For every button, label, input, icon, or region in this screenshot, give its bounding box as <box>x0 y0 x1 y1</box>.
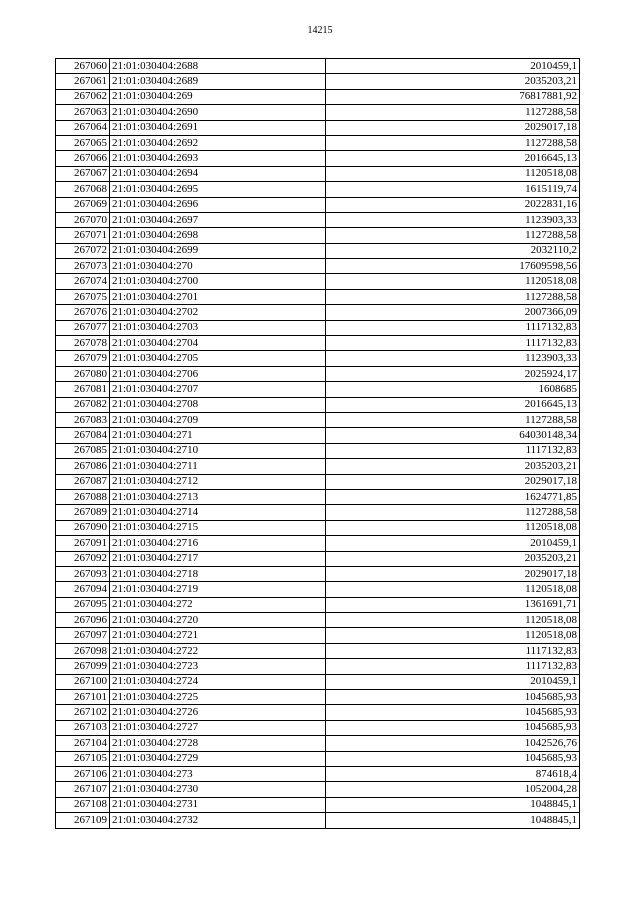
row-number-cell: 267109 <box>56 813 110 828</box>
cadastral-number-cell: 21:01:030404:2718 <box>110 566 326 581</box>
cadastral-value-cell: 76817881,92 <box>326 89 580 104</box>
cadastral-value-cell: 2016645,13 <box>326 397 580 412</box>
table-row <box>56 643 580 658</box>
table-row <box>56 443 580 458</box>
cadastral-number-cell: 21:01:030404:2726 <box>110 705 326 720</box>
table-row <box>56 397 580 412</box>
table-row <box>56 505 580 520</box>
cadastral-value-cell: 1624771,85 <box>326 489 580 504</box>
row-number-cell: 267072 <box>56 243 110 258</box>
cadastral-value-cell: 2035203,21 <box>326 74 580 89</box>
row-number-cell: 267062 <box>56 89 110 104</box>
table-row <box>56 305 580 320</box>
cadastral-value-cell: 1120518,08 <box>326 274 580 289</box>
table-row <box>56 566 580 581</box>
cadastral-value-cell: 1123903,33 <box>326 351 580 366</box>
row-number-cell: 267107 <box>56 782 110 797</box>
row-number-cell: 267073 <box>56 259 110 274</box>
table-row <box>56 212 580 227</box>
cadastral-value-cell: 64030148,34 <box>326 428 580 443</box>
table-row <box>56 320 580 335</box>
table-row <box>56 613 580 628</box>
table-row <box>56 551 580 566</box>
table-row <box>56 105 580 120</box>
row-number-cell: 267080 <box>56 366 110 381</box>
cadastral-number-cell: 21:01:030404:2692 <box>110 135 326 150</box>
cadastral-value-cell: 1045685,93 <box>326 705 580 720</box>
row-number-cell: 267063 <box>56 105 110 120</box>
cadastral-value-cell: 1052004,28 <box>326 782 580 797</box>
cadastral-value-cell: 2016645,13 <box>326 151 580 166</box>
cadastral-number-cell: 21:01:030404:2711 <box>110 459 326 474</box>
row-number-cell: 267082 <box>56 397 110 412</box>
table-row <box>56 797 580 812</box>
row-number-cell: 267079 <box>56 351 110 366</box>
row-number-cell: 267077 <box>56 320 110 335</box>
cadastral-value-cell: 2010459,1 <box>326 536 580 551</box>
cadastral-value-cell: 2029017,18 <box>326 120 580 135</box>
cadastral-value-cell: 1117132,83 <box>326 643 580 658</box>
cadastral-value-cell: 1361691,71 <box>326 597 580 612</box>
cadastral-value-cell: 874618,4 <box>326 766 580 781</box>
cadastral-number-cell: 21:01:030404:2714 <box>110 505 326 520</box>
cadastral-number-cell: 21:01:030404:2719 <box>110 582 326 597</box>
table-row <box>56 182 580 197</box>
cadastral-number-cell: 21:01:030404:2728 <box>110 736 326 751</box>
table-row <box>56 782 580 797</box>
row-number-cell: 267087 <box>56 474 110 489</box>
cadastral-value-cell: 1120518,08 <box>326 628 580 643</box>
table-row <box>56 228 580 243</box>
table-row <box>56 489 580 504</box>
row-number-cell: 267106 <box>56 766 110 781</box>
cadastral-value-cell: 2029017,18 <box>326 474 580 489</box>
row-number-cell: 267103 <box>56 720 110 735</box>
table-row <box>56 536 580 551</box>
row-number-cell: 267100 <box>56 674 110 689</box>
cadastral-number-cell: 21:01:030404:2696 <box>110 197 326 212</box>
row-number-cell: 267064 <box>56 120 110 135</box>
row-number-cell: 267088 <box>56 489 110 504</box>
row-number-cell: 267078 <box>56 336 110 351</box>
cadastral-value-cell: 1127288,58 <box>326 289 580 304</box>
cadastral-number-cell: 21:01:030404:2704 <box>110 336 326 351</box>
cadastral-number-cell: 21:01:030404:2697 <box>110 212 326 227</box>
cadastral-number-cell: 21:01:030404:2691 <box>110 120 326 135</box>
table-row <box>56 705 580 720</box>
cadastral-number-cell: 21:01:030404:2727 <box>110 720 326 735</box>
cadastral-number-cell: 21:01:030404:272 <box>110 597 326 612</box>
table-row <box>56 274 580 289</box>
row-number-cell: 267066 <box>56 151 110 166</box>
cadastral-number-cell: 21:01:030404:2702 <box>110 305 326 320</box>
row-number-cell: 267093 <box>56 566 110 581</box>
table-row <box>56 336 580 351</box>
row-number-cell: 267074 <box>56 274 110 289</box>
cadastral-number-cell: 21:01:030404:2699 <box>110 243 326 258</box>
cadastral-number-cell: 21:01:030404:2720 <box>110 613 326 628</box>
table-row <box>56 690 580 705</box>
row-number-cell: 267102 <box>56 705 110 720</box>
registry-table <box>55 58 580 829</box>
table-row <box>56 366 580 381</box>
cadastral-value-cell: 1615119,74 <box>326 182 580 197</box>
cadastral-value-cell: 1120518,08 <box>326 166 580 181</box>
table-row <box>56 751 580 766</box>
row-number-cell: 267096 <box>56 613 110 628</box>
cadastral-value-cell: 2010459,1 <box>326 59 580 74</box>
table-row <box>56 736 580 751</box>
row-number-cell: 267070 <box>56 212 110 227</box>
cadastral-value-cell: 1045685,93 <box>326 690 580 705</box>
table-row <box>56 428 580 443</box>
table-row <box>56 382 580 397</box>
row-number-cell: 267071 <box>56 228 110 243</box>
table-row <box>56 628 580 643</box>
table-row <box>56 351 580 366</box>
cadastral-value-cell: 1117132,83 <box>326 659 580 674</box>
row-number-cell: 267060 <box>56 59 110 74</box>
cadastral-number-cell: 21:01:030404:2723 <box>110 659 326 674</box>
row-number-cell: 267105 <box>56 751 110 766</box>
cadastral-number-cell: 21:01:030404:2729 <box>110 751 326 766</box>
row-number-cell: 267068 <box>56 182 110 197</box>
table-row <box>56 474 580 489</box>
cadastral-value-cell: 1045685,93 <box>326 751 580 766</box>
cadastral-value-cell: 2032110,2 <box>326 243 580 258</box>
row-number-cell: 267104 <box>56 736 110 751</box>
cadastral-value-cell: 1120518,08 <box>326 613 580 628</box>
table-row <box>56 289 580 304</box>
row-number-cell: 267090 <box>56 520 110 535</box>
cadastral-number-cell: 21:01:030404:271 <box>110 428 326 443</box>
cadastral-number-cell: 21:01:030404:2709 <box>110 412 326 427</box>
row-number-cell: 267084 <box>56 428 110 443</box>
cadastral-number-cell: 21:01:030404:2701 <box>110 289 326 304</box>
cadastral-value-cell: 1120518,08 <box>326 520 580 535</box>
cadastral-number-cell: 21:01:030404:2732 <box>110 813 326 828</box>
table-row <box>56 89 580 104</box>
table-row <box>56 520 580 535</box>
table-row <box>56 659 580 674</box>
cadastral-value-cell: 1608685 <box>326 382 580 397</box>
cadastral-number-cell: 21:01:030404:2712 <box>110 474 326 489</box>
cadastral-value-cell: 2010459,1 <box>326 674 580 689</box>
cadastral-number-cell: 21:01:030404:2725 <box>110 690 326 705</box>
cadastral-number-cell: 21:01:030404:269 <box>110 89 326 104</box>
cadastral-value-cell: 2007366,09 <box>326 305 580 320</box>
cadastral-number-cell: 21:01:030404:2731 <box>110 797 326 812</box>
table-row <box>56 120 580 135</box>
row-number-cell: 267094 <box>56 582 110 597</box>
cadastral-number-cell: 21:01:030404:2693 <box>110 151 326 166</box>
table-row <box>56 674 580 689</box>
cadastral-value-cell: 1127288,58 <box>326 135 580 150</box>
row-number-cell: 267065 <box>56 135 110 150</box>
row-number-cell: 267081 <box>56 382 110 397</box>
cadastral-value-cell: 1045685,93 <box>326 720 580 735</box>
row-number-cell: 267095 <box>56 597 110 612</box>
table-row <box>56 135 580 150</box>
row-number-cell: 267076 <box>56 305 110 320</box>
registry-table-body <box>56 59 580 829</box>
row-number-cell: 267108 <box>56 797 110 812</box>
cadastral-value-cell: 2035203,21 <box>326 459 580 474</box>
cadastral-value-cell: 1048845,1 <box>326 813 580 828</box>
cadastral-number-cell: 21:01:030404:2703 <box>110 320 326 335</box>
cadastral-value-cell: 2029017,18 <box>326 566 580 581</box>
table-row <box>56 74 580 89</box>
cadastral-value-cell: 1117132,83 <box>326 320 580 335</box>
cadastral-number-cell: 21:01:030404:2710 <box>110 443 326 458</box>
row-number-cell: 267067 <box>56 166 110 181</box>
cadastral-value-cell: 1120518,08 <box>326 582 580 597</box>
cadastral-number-cell: 21:01:030404:2695 <box>110 182 326 197</box>
row-number-cell: 267097 <box>56 628 110 643</box>
cadastral-number-cell: 21:01:030404:2700 <box>110 274 326 289</box>
row-number-cell: 267099 <box>56 659 110 674</box>
row-number-cell: 267091 <box>56 536 110 551</box>
cadastral-value-cell: 1117132,83 <box>326 443 580 458</box>
row-number-cell: 267086 <box>56 459 110 474</box>
row-number-cell: 267085 <box>56 443 110 458</box>
table-row <box>56 412 580 427</box>
table-row <box>56 720 580 735</box>
table-row <box>56 813 580 828</box>
cadastral-value-cell: 1117132,83 <box>326 336 580 351</box>
table-row <box>56 582 580 597</box>
cadastral-number-cell: 21:01:030404:2715 <box>110 520 326 535</box>
row-number-cell: 267098 <box>56 643 110 658</box>
table-row <box>56 459 580 474</box>
table-row <box>56 766 580 781</box>
cadastral-number-cell: 21:01:030404:2694 <box>110 166 326 181</box>
cadastral-value-cell: 1127288,58 <box>326 412 580 427</box>
cadastral-value-cell: 17609598,56 <box>326 259 580 274</box>
cadastral-number-cell: 21:01:030404:2721 <box>110 628 326 643</box>
cadastral-value-cell: 2025924,17 <box>326 366 580 381</box>
row-number-cell: 267061 <box>56 74 110 89</box>
cadastral-number-cell: 21:01:030404:2722 <box>110 643 326 658</box>
cadastral-number-cell: 21:01:030404:2698 <box>110 228 326 243</box>
cadastral-number-cell: 21:01:030404:2717 <box>110 551 326 566</box>
cadastral-number-cell: 21:01:030404:2708 <box>110 397 326 412</box>
cadastral-value-cell: 1127288,58 <box>326 228 580 243</box>
cadastral-value-cell: 1042526,76 <box>326 736 580 751</box>
cadastral-number-cell: 21:01:030404:2705 <box>110 351 326 366</box>
cadastral-value-cell: 2022831,16 <box>326 197 580 212</box>
table-row <box>56 59 580 74</box>
row-number-cell: 267069 <box>56 197 110 212</box>
cadastral-number-cell: 21:01:030404:270 <box>110 259 326 274</box>
cadastral-number-cell: 21:01:030404:2690 <box>110 105 326 120</box>
cadastral-number-cell: 21:01:030404:2688 <box>110 59 326 74</box>
cadastral-number-cell: 21:01:030404:2730 <box>110 782 326 797</box>
table-row <box>56 243 580 258</box>
cadastral-value-cell: 1127288,58 <box>326 105 580 120</box>
table-row <box>56 151 580 166</box>
cadastral-number-cell: 21:01:030404:2724 <box>110 674 326 689</box>
cadastral-number-cell: 21:01:030404:2689 <box>110 74 326 89</box>
cadastral-value-cell: 1048845,1 <box>326 797 580 812</box>
table-row <box>56 197 580 212</box>
cadastral-value-cell: 1127288,58 <box>326 505 580 520</box>
table-row <box>56 166 580 181</box>
cadastral-value-cell: 1123903,33 <box>326 212 580 227</box>
cadastral-number-cell: 21:01:030404:2713 <box>110 489 326 504</box>
row-number-cell: 267075 <box>56 289 110 304</box>
page-number: 14215 <box>307 25 333 36</box>
cadastral-number-cell: 21:01:030404:2706 <box>110 366 326 381</box>
cadastral-number-cell: 21:01:030404:2716 <box>110 536 326 551</box>
cadastral-value-cell: 2035203,21 <box>326 551 580 566</box>
table-row <box>56 259 580 274</box>
row-number-cell: 267092 <box>56 551 110 566</box>
row-number-cell: 267101 <box>56 690 110 705</box>
cadastral-number-cell: 21:01:030404:2707 <box>110 382 326 397</box>
row-number-cell: 267089 <box>56 505 110 520</box>
table-row <box>56 597 580 612</box>
row-number-cell: 267083 <box>56 412 110 427</box>
cadastral-number-cell: 21:01:030404:273 <box>110 766 326 781</box>
